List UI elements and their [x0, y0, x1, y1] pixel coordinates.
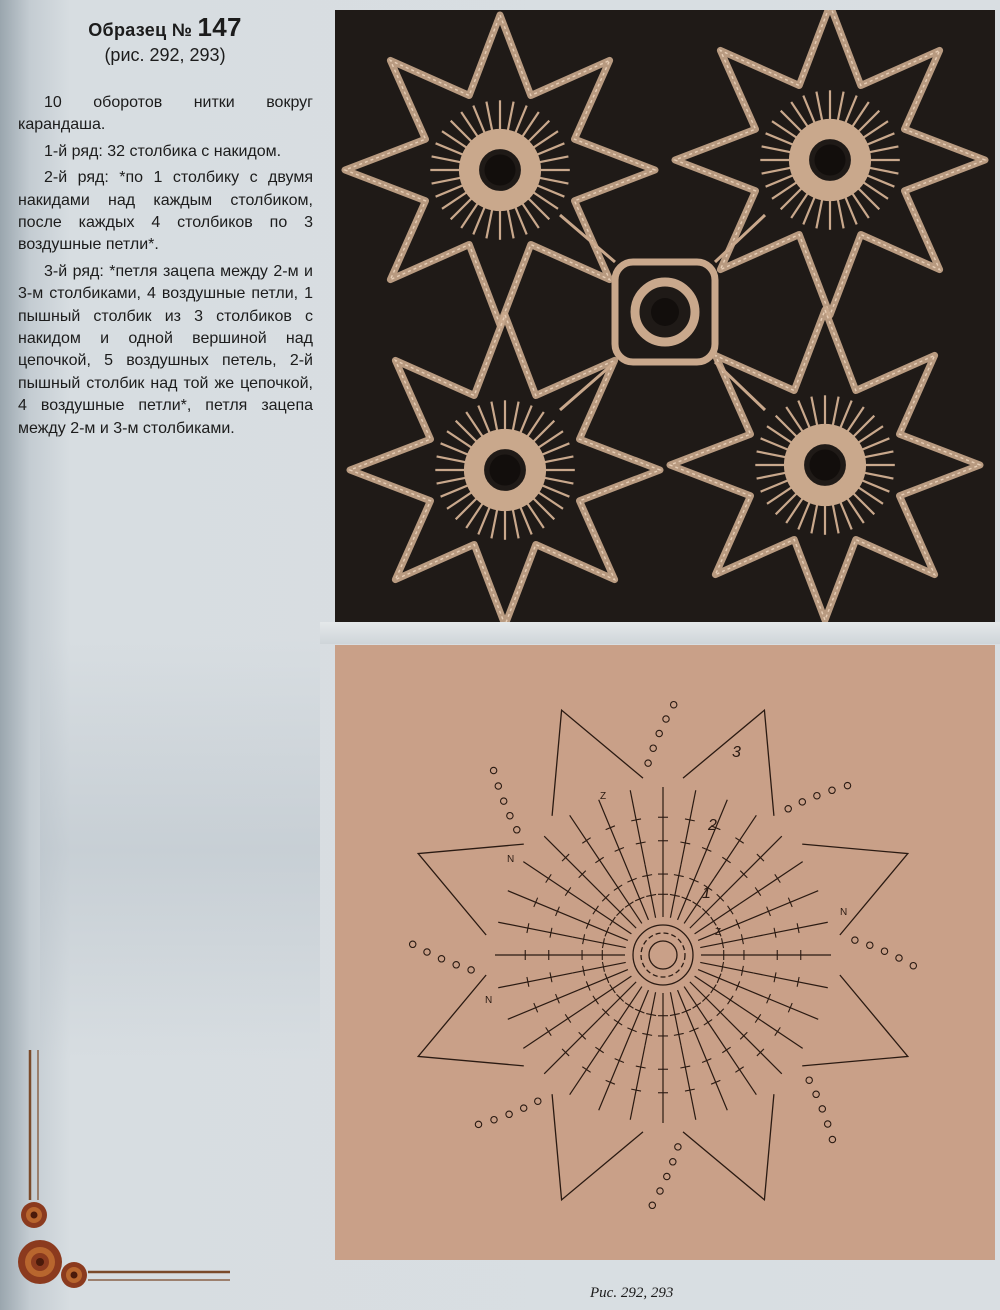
flower-ornament-medium [61, 1262, 87, 1288]
figure-reference: (рис. 292, 293) [104, 45, 226, 65]
pattern-header [0, 12, 330, 66]
instruction-paragraph: 3-й ряд: *петля зацепа между 2-м и 3-м столбиками, 4 воздушные петли, 1 пышный столбик из 3 столбиков с накидом и одной вершиной над цепочкой, 5 воздушных петель, 2-й пышный столбик над той же цепочкой, 4 воздушные петли*, петля зацепа между 2-м и 3-м столбиками. [18, 262, 313, 437]
title-prefix: Образец № [88, 20, 198, 40]
stitch-mark: Z [715, 927, 722, 938]
page-strip [320, 622, 1000, 644]
flower-ornament-large [18, 1240, 62, 1284]
pattern-title [0, 12, 330, 43]
crochet-instructions [18, 92, 313, 444]
stitch-mark: N [840, 907, 848, 918]
stitch-mark: Z [600, 791, 607, 802]
crochet-chart-image [335, 645, 995, 1260]
bleed-through-area [40, 640, 320, 1060]
decorative-ornament [18, 1050, 238, 1300]
row-label-2: 2 [708, 817, 717, 834]
lace-motifs-image [335, 10, 995, 622]
lace-flower-bottom-left [350, 315, 660, 622]
crochet-diagram [335, 645, 995, 1260]
instruction-paragraph: 10 оборотов нитки вокруг карандаша. [18, 94, 313, 134]
lace-flower-top-left [345, 15, 655, 325]
chart-symbols [410, 702, 917, 1209]
instruction-paragraph: 1-й ряд: 32 столбика с накидом. [44, 142, 282, 160]
instruction-paragraph: 2-й ряд: *по 1 столбику с двумя накидами над каждым столбиком, после каждых 4 столбиков по 3 воздушные петли*. [18, 169, 313, 254]
row-label-3: 3 [732, 744, 741, 761]
pattern-number: 147 [197, 12, 242, 42]
lace-flower-top-right [675, 10, 985, 315]
row-label-1: 1 [702, 885, 711, 902]
lace-flower-bottom-right [670, 310, 980, 620]
lace-photo [335, 10, 995, 622]
stitch-mark: N [485, 995, 493, 1006]
stitch-mark: N [507, 854, 515, 865]
flower-ornament-small [21, 1202, 47, 1228]
figure-caption: Рис. 292, 293 [590, 1285, 674, 1301]
